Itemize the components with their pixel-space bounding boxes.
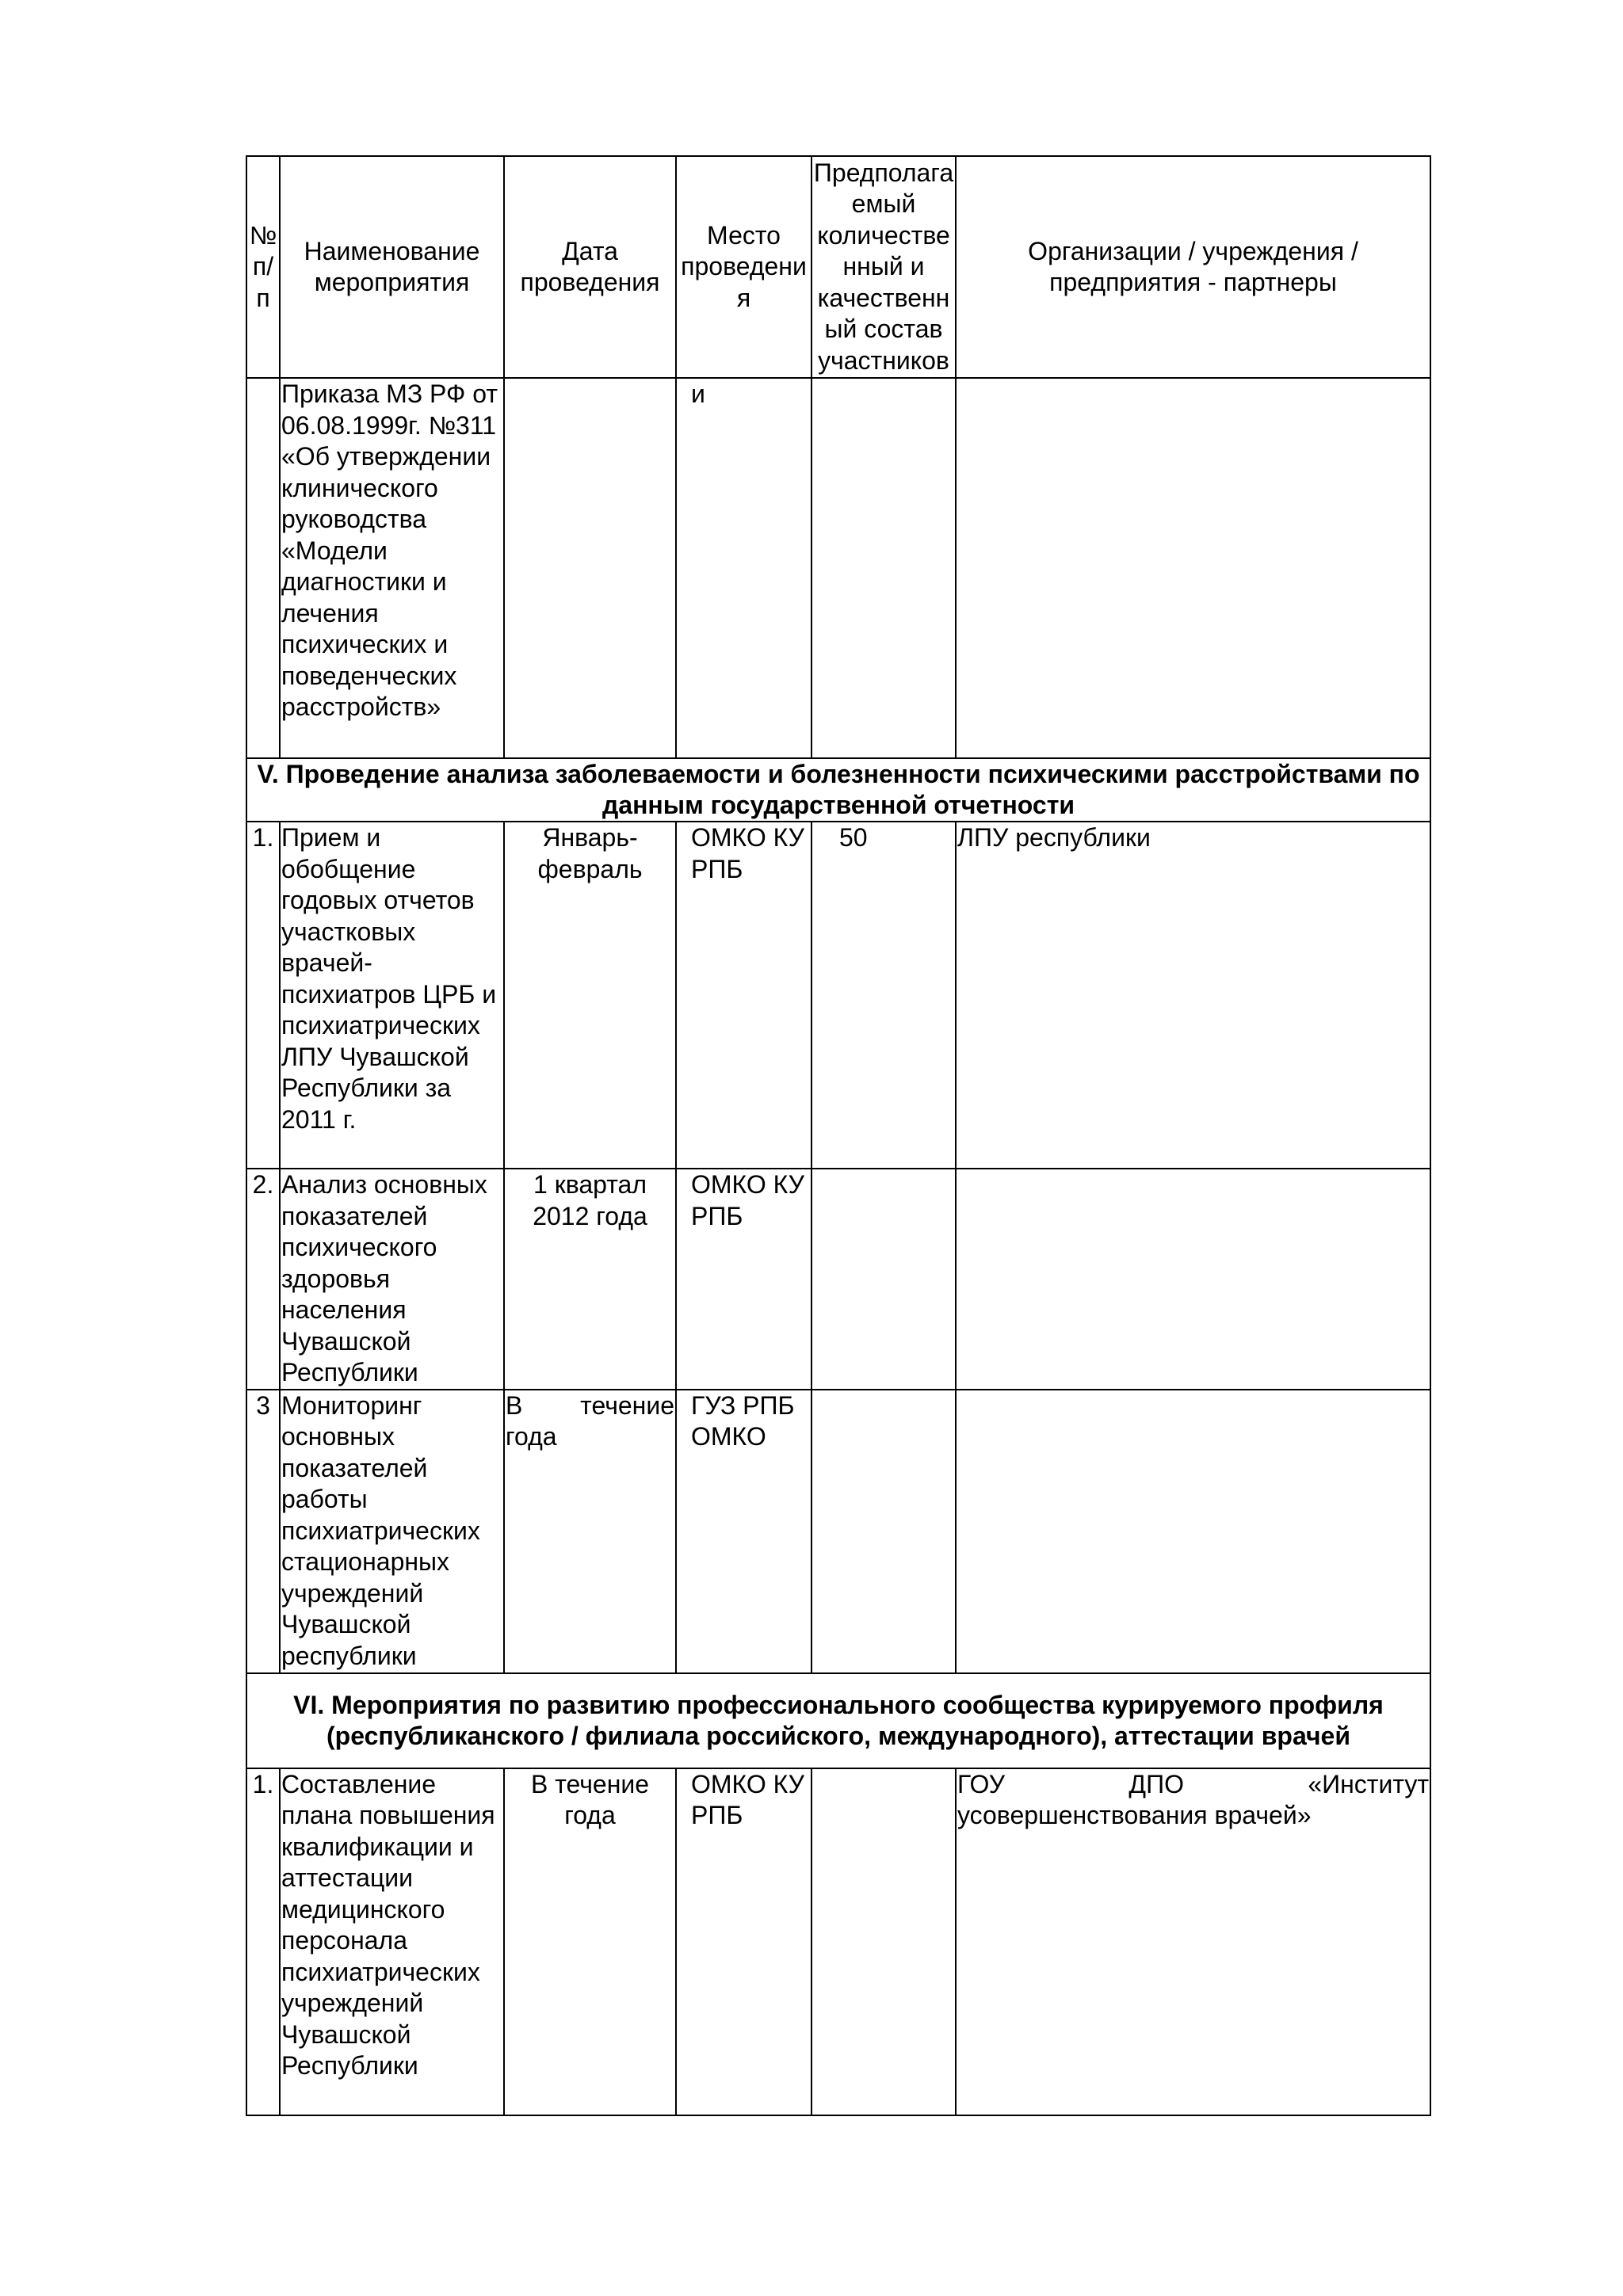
header-place: Место проведения [676, 156, 812, 378]
row-name: Прием и обобщение годовых отчетов участковых врачей-психиатров ЦРБ и психиатрических ЛПУ Чувашской Республики за 2011 г. [280, 822, 504, 1169]
header-num: № п/п [246, 156, 280, 378]
row-date: В течение года [504, 1390, 676, 1673]
row-partners [956, 378, 1430, 758]
row-num [246, 378, 280, 758]
row-date [504, 378, 676, 758]
table-row [246, 1390, 1430, 1673]
table-row [246, 822, 1430, 1169]
row-place: и [676, 378, 812, 758]
row-partners [956, 1169, 1430, 1390]
row-date: 1 квартал 2012 года [504, 1169, 676, 1390]
row-participants [812, 1768, 956, 2115]
row-date: В течение года [504, 1768, 676, 2115]
row-participants [812, 378, 956, 758]
header-date: Дата проведения [504, 156, 676, 378]
row-participants [812, 1390, 956, 1673]
row-num: 1. [246, 1768, 280, 2115]
row-name: Мониторинг основных показателей работы психиатрических стационарных учреждений Чувашской республики [280, 1390, 504, 1673]
table-header-row [246, 156, 1430, 378]
row-participants: 50 [812, 822, 956, 1169]
row-partners: ГОУ ДПО «Институт усовершенствования врачей» [956, 1768, 1430, 2115]
row-num: 2. [246, 1169, 280, 1390]
row-place: ОМКО КУ РПБ [676, 822, 812, 1169]
row-place: ГУЗ РПБ ОМКО [676, 1390, 812, 1673]
table-row [246, 378, 1430, 758]
row-participants [812, 1169, 956, 1390]
row-partners [956, 1390, 1430, 1673]
row-place: ОМКО КУ РПБ [676, 1768, 812, 2115]
table-row [246, 1768, 1430, 2115]
section-vi-title: VI. Мероприятия по развитию профессионального сообщества курируемого профиля (республиканского / филиала российского, международного), аттестации врачей [246, 1673, 1430, 1768]
row-name: Приказа МЗ РФ от 06.08.1999г. №311 «Об утверждении клинического руководства «Модели диагностики и лечения психических и поведенческих расстройств» [280, 378, 504, 758]
table-row [246, 1169, 1430, 1390]
row-partners: ЛПУ республики [956, 822, 1430, 1169]
row-num: 1. [246, 822, 280, 1169]
row-place: ОМКО КУ РПБ [676, 1169, 812, 1390]
row-date: Январь-февраль [504, 822, 676, 1169]
section-heading [246, 758, 1430, 822]
row-name: Составление плана повышения квалификации и аттестации медицинского персонала психиатрических учреждений Чувашской Республики [280, 1768, 504, 2115]
section-heading [246, 1673, 1430, 1768]
row-num: 3 [246, 1390, 280, 1673]
events-plan-table [246, 155, 1431, 2116]
row-name: Анализ основных показателей психического здоровья населения Чувашской Республики [280, 1169, 504, 1390]
header-participants: Предполагаемый количественный и качественный состав участников [812, 156, 956, 378]
section-v-title: V. Проведение анализа заболеваемости и болезненности психическими расстройствами по данным государственной отчетности [246, 758, 1430, 822]
header-partners: Организации / учреждения / предприятия - партнеры [956, 156, 1430, 378]
header-name: Наименование мероприятия [280, 156, 504, 378]
